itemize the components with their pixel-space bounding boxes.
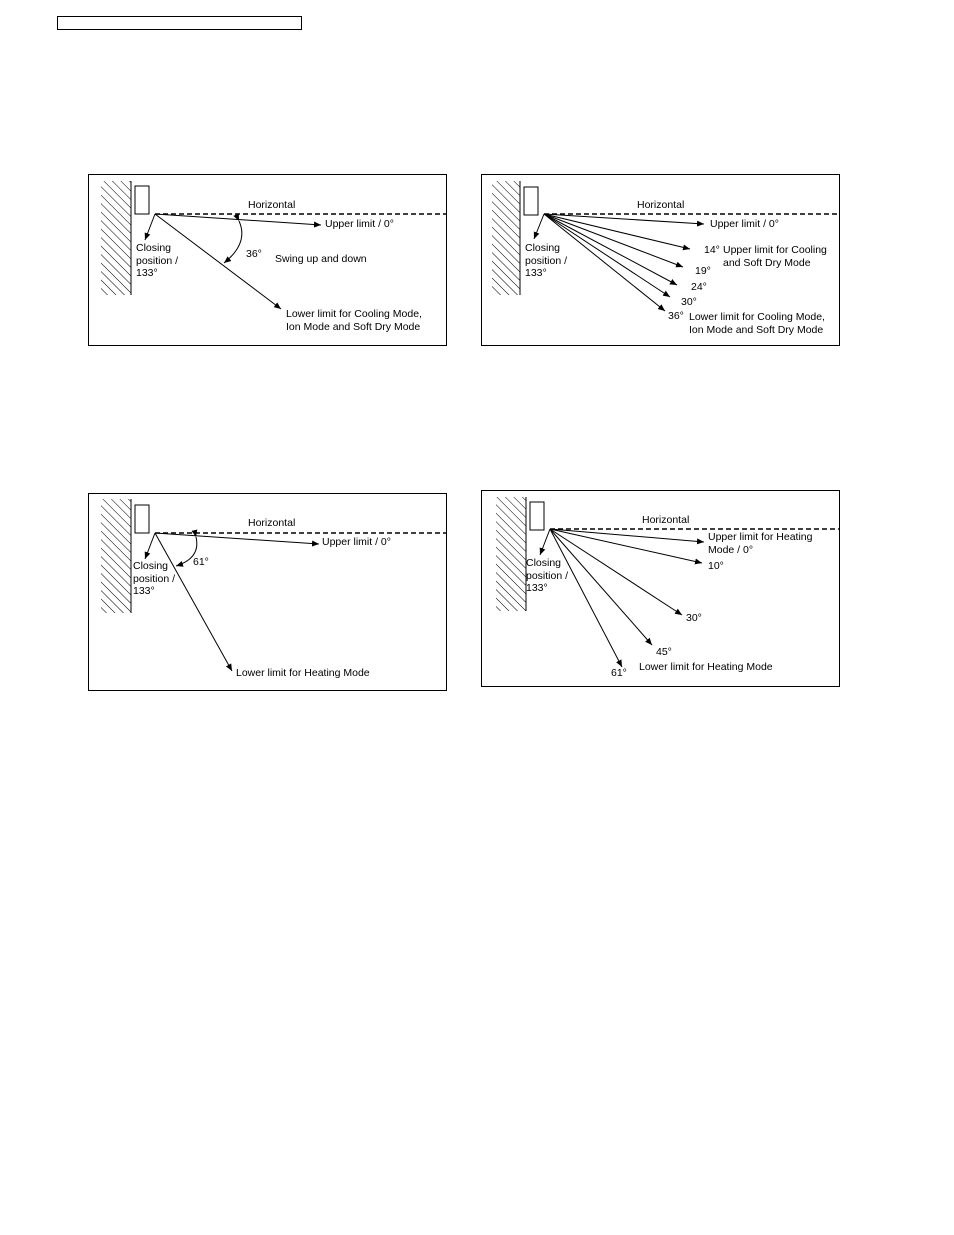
unit-outline [530,502,544,530]
angle-label: 36° [246,248,262,260]
horizontal-label: Horizontal [248,199,296,211]
upper-limit-arrow [544,214,704,224]
upper-limit-arrow [155,214,321,225]
arrow-10 [550,529,702,563]
angle-45-label: 45° [656,646,672,658]
swing-label: Swing up and down [275,253,367,265]
wall-hatch [496,497,526,611]
closing-position-label: Closing position / 133° [133,560,176,597]
unit-outline [135,505,149,533]
upper-limit-label: Upper limit / 0° [322,536,391,548]
diagram-cooling-angles [481,174,840,346]
upper-limit-arrow [550,529,704,542]
closing-arrow [145,533,155,559]
angle-61-label: 61° [611,667,627,679]
unit-outline [135,186,149,214]
diagram-heating-angles [481,490,840,687]
angle-arc [224,221,242,263]
horizontal-label: Horizontal [248,517,296,529]
header-box [57,16,302,30]
angle-24-label: 24° [691,281,707,293]
angle-36-label: 36° [668,310,684,322]
horizontal-label: Horizontal [637,199,685,211]
lower-limit-label: Lower limit for Heating Mode [236,667,370,679]
wall-hatch [101,499,131,613]
closing-arrow [540,529,550,555]
closing-position-label: Closing position / 133° [525,242,568,279]
upper-limit-label: Upper limit / 0° [710,218,779,230]
unit-outline [524,187,538,215]
lower-limit-label: Lower limit for Heating Mode [639,661,773,673]
angle-10-label: 10° [708,560,724,572]
horizontal-label: Horizontal [642,514,690,526]
upper-limit-label: Upper limit / 0° [325,218,394,230]
upper-limit-cooling-label: Upper limit for Cooling and Soft Dry Mode [723,244,827,269]
angle-30-label: 30° [681,296,697,308]
diagram-cooling-swing [88,174,447,346]
wall-hatch [492,181,520,295]
closing-position-label: Closing position / 133° [136,242,179,279]
angle-14-label: 14° [704,244,720,256]
wall-hatch [101,181,131,295]
closing-arrow [534,214,544,239]
closing-position-label: Closing position / 133° [526,557,569,594]
lower-limit-arrow [155,533,232,671]
angle-label: 61° [193,556,209,568]
diagram-heating-swing [88,493,447,691]
closing-arrow [145,214,155,240]
arrow-30 [550,529,682,615]
lower-limit-label: Lower limit for Cooling Mode, Ion Mode and Soft Dry Mode [286,308,422,333]
angle-19-label: 19° [695,265,711,277]
lower-limit-label: Lower limit for Cooling Mode, Ion Mode and Soft Dry Mode [689,311,825,336]
upper-limit-arrow [155,533,319,544]
angle-30-label: 30° [686,612,702,624]
upper-limit-heating-label: Upper limit for Heating Mode / 0° [708,531,813,556]
